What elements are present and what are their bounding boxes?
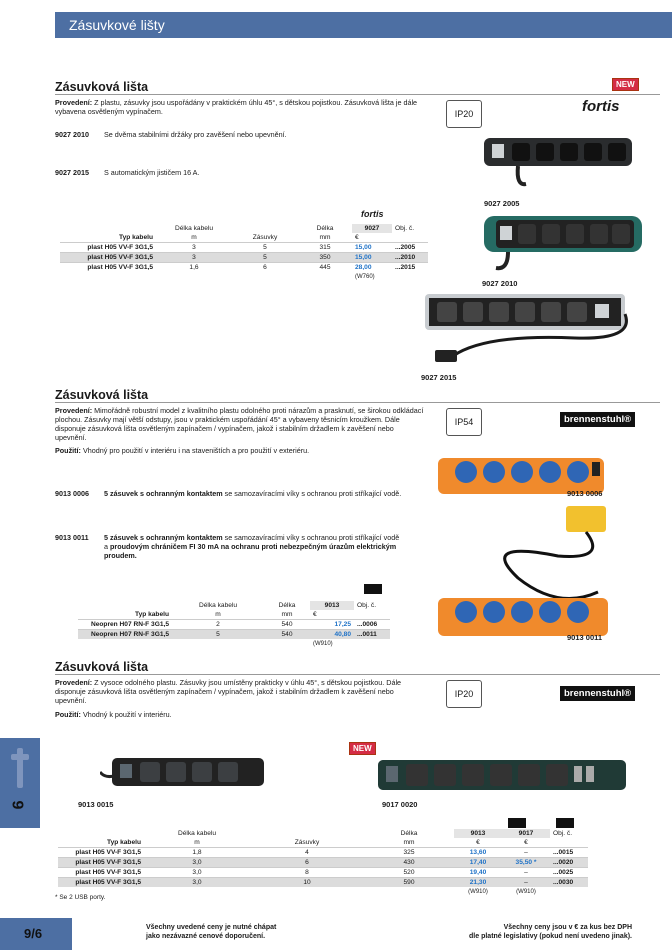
table-row [60, 243, 428, 253]
t3-cell: plast H05 VV-F 3G1,5 [58, 858, 144, 868]
section1-price-table [60, 224, 428, 281]
section3-price-table [58, 829, 588, 896]
section2-item1-text [104, 489, 404, 498]
t3-cell: plast H05 VV-F 3G1,5 [58, 878, 144, 888]
t1-cell: 315 [298, 243, 352, 253]
t2-h-cable-length: Délka kabelu [198, 602, 238, 609]
section1-desc-text: Z plastu, zásuvky jsou uspořádány v praktickém úhlu 45°, s dětskou pojistkou. Zásuvková lišta je dále vybavena osvětleným vypínačem. [55, 98, 418, 116]
t2-h-cable-type: Typ kabelu [135, 611, 169, 618]
t3-price2: – [502, 848, 550, 858]
t3-h-eur1: € [476, 839, 480, 846]
section3-description [55, 678, 425, 705]
t3-cell: plast H05 VV-F 3G1,5 [58, 868, 144, 878]
t3-cell: 4 [250, 848, 364, 858]
t3-cell: 3,0 [144, 878, 250, 888]
t3-h-obj: Obj. č. [553, 830, 573, 837]
section1-desc-label: Provedení: [55, 98, 93, 107]
t2-h-eur: € [313, 611, 317, 618]
s2-item2-bold2: proudovým chráničem FI 30 mA na ochranu proti nebezpečným úrazům elektrickým proudem. [104, 542, 397, 560]
table-row [78, 630, 390, 640]
t1-cell: 5 [232, 243, 298, 253]
page-header-title: Zásuvkové lišty [69, 17, 165, 33]
t3-order: ...0020 [550, 858, 588, 868]
t1-order: ...2010 [392, 253, 428, 263]
t1-h-m: m [191, 234, 197, 241]
page-number: 9/6 [24, 926, 43, 941]
t2-h-m: m [215, 611, 221, 618]
t3-cell: 1,8 [144, 848, 250, 858]
t1-price: 15,00 [352, 253, 392, 263]
t2-cell: 540 [264, 620, 310, 630]
table-row [60, 263, 428, 273]
chapter-number: 9 [8, 800, 26, 810]
section3-new-badge: NEW [349, 742, 376, 755]
section1-brand-logo: fortis [582, 98, 620, 115]
t2-h-obj: Obj. č. [357, 602, 377, 609]
t3-cell: 3,0 [144, 858, 250, 868]
black-power-strip-image-1 [100, 750, 270, 796]
footer-right-line1: Všechny ceny jsou v € za kus bez DPH [503, 924, 632, 931]
t2-cell: Neopren H07 RN-F 3G1,5 [78, 630, 172, 640]
table-row [58, 878, 588, 888]
footer-left-line2: jako nezávazné cenové doporučení. [146, 933, 266, 940]
t2-h-code: 9013 [310, 601, 354, 610]
t1-price: 15,00 [352, 243, 392, 253]
t1-h-obj: Obj. č. [395, 225, 415, 232]
section1-item2-code: 9027 2015 [55, 168, 89, 177]
caption-9013-0015: 9013 0015 [78, 800, 114, 809]
section3-title: Zásuvková lišta [55, 660, 149, 674]
t1-cell: 6 [232, 263, 298, 273]
t3-h-cable-length: Délka kabelu [177, 830, 217, 837]
section2-description [55, 406, 425, 442]
t1-cell: plast H05 VV-F 3G1,5 [60, 243, 156, 253]
t3-price: 19,40 [454, 868, 502, 878]
t2-price: 40,80 [310, 630, 354, 640]
t3-cell: 590 [364, 878, 454, 888]
caption-9027-2010: 9027 2010 [482, 279, 518, 288]
t1-order: ...2015 [392, 263, 428, 273]
section2-title: Zásuvková lišta [55, 388, 149, 402]
t3-cell: 325 [364, 848, 454, 858]
t3-price: 17,40 [454, 858, 502, 868]
t1-cell: 1,6 [156, 263, 232, 273]
t1-h-sockets: Zásuvky [252, 234, 278, 241]
table2-brand-logo [364, 584, 382, 594]
t3-h-m: m [194, 839, 200, 846]
section2-ip-rating: IP54 [446, 408, 482, 436]
power-strip-image-2 [478, 210, 648, 272]
section2-item2-text [104, 533, 404, 560]
t3-h-length: Délka [400, 830, 418, 837]
section3-use-text: Vhodný k použití v interiéru. [80, 710, 172, 719]
section3-use-label: Použití: [55, 710, 81, 719]
section3-brand-logo: brennenstuhl® [560, 686, 635, 701]
t3-cell: 3,0 [144, 868, 250, 878]
section1-ip-rating: IP20 [446, 100, 482, 128]
page-header-bar [55, 12, 672, 38]
t3-h-code1: 9013 [454, 829, 502, 838]
orange-power-strip-image-2 [438, 500, 638, 645]
t3-note2: (W910) [516, 888, 536, 895]
t1-cell: 350 [298, 253, 352, 263]
section3-desc-label: Provedení: [55, 678, 93, 687]
t3-price: 13,60 [454, 848, 502, 858]
caption-9027-2005: 9027 2005 [484, 199, 520, 208]
t1-order: ...2005 [392, 243, 428, 253]
t1-h-eur: € [355, 234, 359, 241]
section1-item2-text: S automatickým jističem 16 A. [104, 168, 200, 177]
t3-price2: – [502, 878, 550, 888]
t2-h-length: Délka [278, 602, 296, 609]
chapter-side-tab [0, 738, 40, 828]
t1-h-cable-type: Typ kabelu [119, 234, 153, 241]
t2-cell: Neopren H07 RN-F 3G1,5 [78, 620, 172, 630]
footer-left-note [146, 923, 276, 941]
t2-cell: 5 [172, 630, 264, 640]
power-strip-image-1 [478, 128, 638, 198]
caption-9017-0020: 9017 0020 [382, 800, 418, 809]
t3-cell: 430 [364, 858, 454, 868]
t1-h-code: 9027 [352, 224, 392, 233]
section2-brand-logo: brennenstuhl® [560, 412, 635, 427]
section2-item1-code: 9013 0006 [55, 489, 89, 498]
t3-price: 21,30 [454, 878, 502, 888]
section3-footnote: * Se 2 USB porty. [55, 894, 106, 901]
section1-title: Zásuvková lišta [55, 80, 149, 94]
t3-price2: 35,50 * [502, 858, 550, 868]
t3-cell: 520 [364, 868, 454, 878]
s2-item1-bold: 5 zásuvek s ochranným kontaktem [104, 489, 223, 498]
section1-description [55, 98, 435, 116]
section1-divider [55, 94, 660, 95]
t3-order: ...0030 [550, 878, 588, 888]
t1-cell: 5 [232, 253, 298, 263]
t3-price2: – [502, 868, 550, 878]
t3-note1: (W910) [468, 888, 488, 895]
t2-h-mm: mm [281, 611, 293, 618]
t2-note: (W910) [313, 640, 333, 647]
t1-cell: 445 [298, 263, 352, 273]
footer-right-line2: dle platné legislativy (pokud není uvedeno jinak). [469, 933, 632, 940]
section1-item1-code: 9027 2010 [55, 130, 89, 139]
t1-cell: 3 [156, 253, 232, 263]
t2-price: 17,25 [310, 620, 354, 630]
table3-brand-logo-2 [556, 818, 574, 828]
table1-brand-logo: fortis [361, 209, 384, 219]
section2-use-text: Vhodný pro použití v interiéru i na staveništích a pro použití v exteriéru. [80, 446, 310, 455]
section2-price-table [78, 601, 390, 648]
t1-cell: plast H05 VV-F 3G1,5 [60, 263, 156, 273]
section3-divider [55, 674, 660, 675]
t1-h-mm: mm [319, 234, 331, 241]
t1-h-length: Délka [316, 225, 334, 232]
footer-page-tab [0, 918, 72, 950]
s2-item2-rest: se samozavíracími víky s ochranou proti stříkající vodě a [104, 533, 400, 551]
t3-h-sockets: Zásuvky [294, 839, 320, 846]
table-row [58, 848, 588, 858]
power-strip-image-3 [425, 290, 635, 370]
section1-new-badge: NEW [612, 78, 639, 91]
table-row [60, 253, 428, 263]
table-row [58, 868, 588, 878]
t2-order: ...0011 [354, 630, 390, 640]
t1-note: (W760) [355, 273, 375, 280]
table3-brand-logo-1 [508, 818, 526, 828]
section3-ip-rating: IP20 [446, 680, 482, 708]
t3-h-mm: mm [403, 839, 415, 846]
t3-h-cable-type: Typ kabelu [107, 839, 141, 846]
t3-cell: 6 [250, 858, 364, 868]
t2-cell: 540 [264, 630, 310, 640]
t1-cell: 3 [156, 243, 232, 253]
t3-order: ...0015 [550, 848, 588, 858]
t3-h-code2: 9017 [502, 829, 550, 838]
t3-h-eur2: € [524, 839, 528, 846]
s2-item2-bold: 5 zásuvek s ochranným kontaktem [104, 533, 223, 542]
section3-usage [55, 710, 425, 719]
black-power-strip-image-2 [372, 752, 632, 798]
t2-cell: 2 [172, 620, 264, 630]
footer-right-note [469, 923, 632, 941]
t1-h-cable-length: Délka kabelu [174, 225, 214, 232]
section2-use-label: Použití: [55, 446, 81, 455]
t2-order: ...0006 [354, 620, 390, 630]
section2-item2-code: 9013 0011 [55, 533, 89, 542]
caption-9013-0011: 9013 0011 [567, 633, 603, 642]
table-row [58, 858, 588, 868]
section3-desc-text: Z vysoce odolného plastu. Zásuvky jsou umístěny prakticky v úhlu 45°, s dětskou pojistkou. Dále disponuje zásuvková lišta osvětleným zapínačem / vypínačem, jakož i stabilním držadlem k zavěšení nebo upevnění. [55, 678, 402, 705]
section2-desc-text: Mimořádně robustní model z kvalitního plastu odolného proti nárazům a prasknutí, se širokou odkládací plochou. Zásuvky mají větší odstupy, jsou v praktickém uspořádání 45° a vybaveny těsnicím kroužkem. Dále disponuje zásuvková lišta osvětleným zapínačem / vypínačem, jakož i stabilním držadlem k zavěšení nebo upevnění. [55, 406, 424, 442]
t3-order: ...0025 [550, 868, 588, 878]
t1-cell: plast H05 VV-F 3G1,5 [60, 253, 156, 263]
section2-usage [55, 446, 425, 455]
t3-cell: 8 [250, 868, 364, 878]
caption-9027-2015: 9027 2015 [421, 373, 457, 382]
t3-cell: 10 [250, 878, 364, 888]
footer-left-line1: Všechny uvedené ceny je nutné chápat [146, 924, 277, 931]
s2-item1-rest: se samozavíracími víky s ochranou proti stříkající vodě. [222, 489, 402, 498]
tools-icon [6, 744, 34, 794]
caption-9013-0006: 9013 0006 [567, 489, 603, 498]
table-row [78, 620, 390, 630]
section1-item1-text: Se dvěma stabilními držáky pro zavěšení nebo upevnění. [104, 130, 287, 139]
t1-price: 28,00 [352, 263, 392, 273]
section2-divider [55, 402, 660, 403]
t3-cell: plast H05 VV-F 3G1,5 [58, 848, 144, 858]
section2-desc-label: Provedení: [55, 406, 93, 415]
